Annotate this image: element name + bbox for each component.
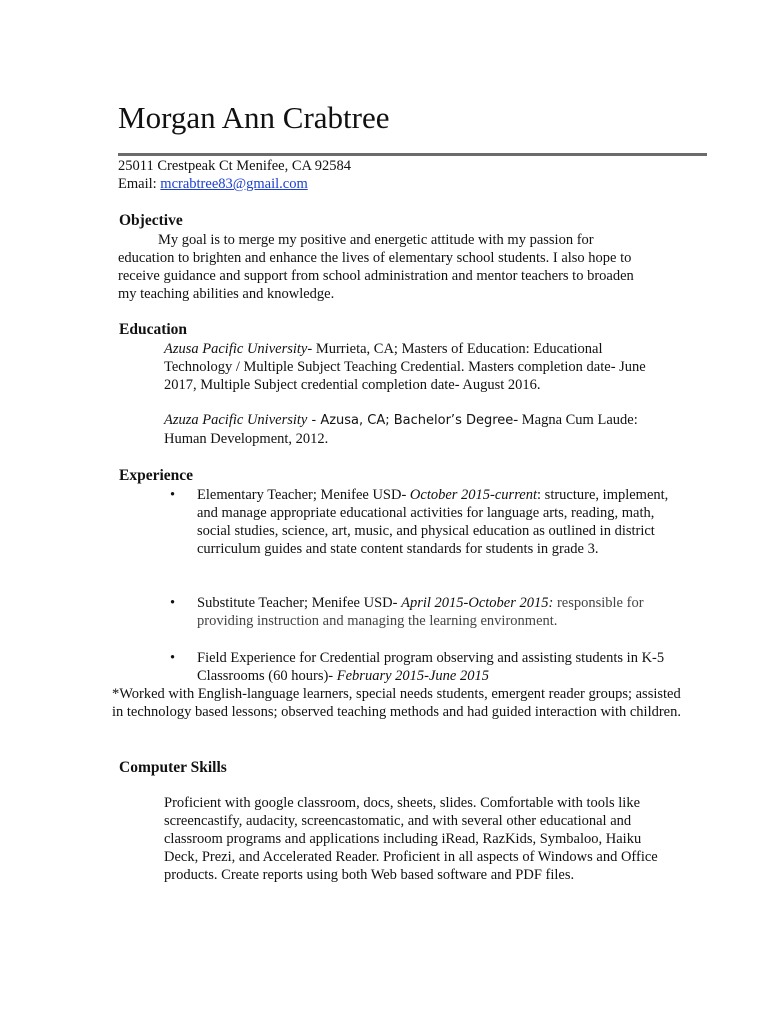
experience-description: responsible for providing instruction and managing the learning environment. xyxy=(197,595,644,629)
experience-heading: Experience xyxy=(119,467,194,484)
header-divider xyxy=(118,153,707,156)
experience-description: : structure, implement, and manage appropriate educational activities for language arts, reading, math, social studies, science, art, music, and physical education as outlined in district curriculum guides and state content standards for students in grade 3. xyxy=(197,487,669,557)
experience-role: Elementary Teacher; Menifee USD- xyxy=(197,487,410,503)
computer-skills-heading: Computer Skills xyxy=(119,759,227,776)
experience-role: Field Experience for Credential program observing and assisting students in K-5 Classrooms (60 hours)- xyxy=(197,650,665,684)
experience-item xyxy=(170,594,670,630)
computer-skills-text: Proficient with google classroom, docs, sheets, slides. Comfortable with tools like screencastify, audacity, screencastomatic, and with several other educational and classroom programs and applications including iRead, RazKids, Symbaloo, Haiku Deck, Prezi, and Accelerated Reader. Proficient in all aspects of Windows and Office products. Create reports using both Web based software and PDF files. xyxy=(164,795,658,883)
email-line xyxy=(118,175,351,193)
experience-dates: October 2015-current xyxy=(409,487,538,503)
bullet-icon: • xyxy=(170,595,176,611)
education-entry-2 xyxy=(164,411,674,448)
experience-item xyxy=(170,649,670,685)
experience-note: *Worked with English-language learners, special needs students, emergent reader groups; assisted in technology based lessons; observed teaching methods and had guided interaction with children. xyxy=(112,686,681,720)
bullet-icon: • xyxy=(170,487,176,503)
experience-dates: April 2015-October 2015: xyxy=(401,595,554,611)
education-degree-2: - Azusa, CA; Bachelor’s Degree xyxy=(307,413,514,428)
education-details-2: - Magna Cum Laude: Human Development, 2012. xyxy=(164,412,638,447)
education-school-2: Azuza Pacific University xyxy=(164,412,308,428)
education-heading: Education xyxy=(119,321,188,338)
email-link[interactable]: mcrabtree83@gmail.com xyxy=(160,176,308,192)
objective-text xyxy=(118,231,638,303)
experience-item xyxy=(170,486,670,558)
address-line: 25011 Crestpeak Ct Menifee, CA 92584 xyxy=(118,158,352,174)
bullet-icon: • xyxy=(170,650,176,666)
contact-block xyxy=(118,157,351,193)
education-school-1: Azusa Pacific University xyxy=(164,341,308,357)
objective-heading: Objective xyxy=(119,212,183,229)
experience-dates: February 2015-June 2015 xyxy=(336,668,489,684)
education-details-1: - Murrieta, CA; Masters of Education: Educational Technology / Multiple Subject Teaching Credential. Masters completion date- June 2017, Multiple Subject credential completion date- August 2016. xyxy=(164,341,646,393)
experience-role: Substitute Teacher; Menifee USD- xyxy=(197,595,402,611)
email-label: Email: xyxy=(118,176,161,192)
education-entry-1 xyxy=(164,340,674,394)
objective-body: My goal is to merge my positive and energetic attitude with my passion for education to brighten and enhance the lives of elementary school students. I also hope to receive guidance and support from school administration and mentor teachers to broaden my teaching abilities and knowledge. xyxy=(118,232,634,302)
candidate-name: Morgan Ann Crabtree xyxy=(118,100,390,135)
